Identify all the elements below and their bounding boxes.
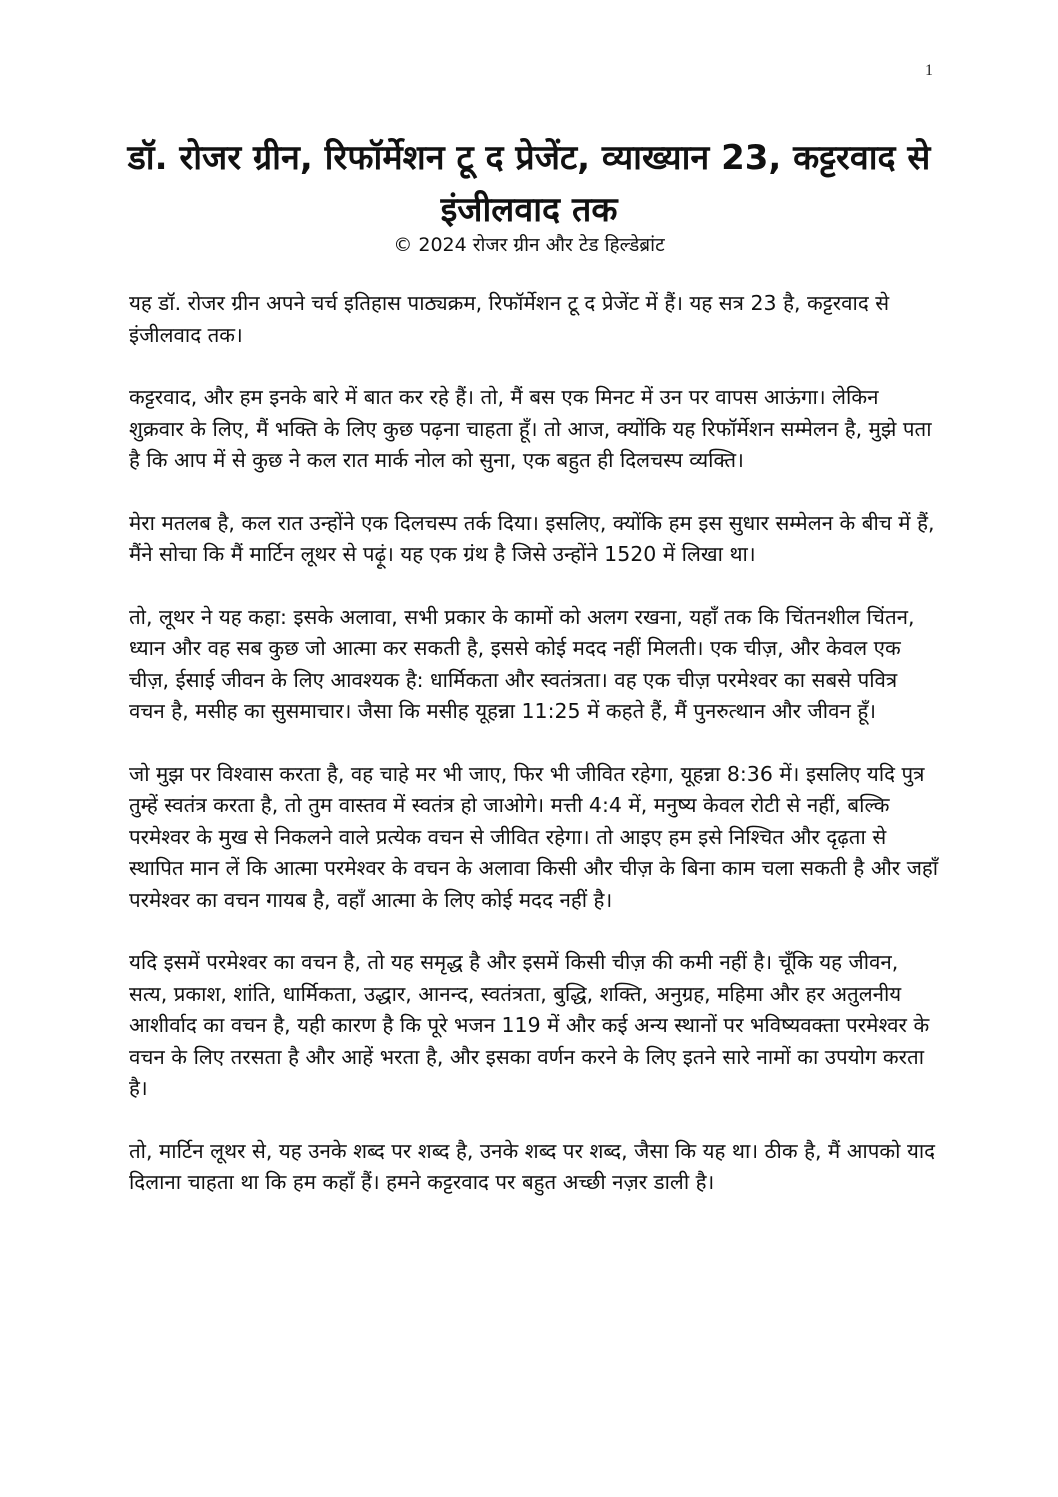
paragraph-4: तो, लूथर ने यह कहा: इसके अलावा, सभी प्रकार के कामों को अलग रखना, यहाँ तक कि चिंतनशील चिंतन, ध्यान और वह सब कुछ जो आत्मा कर सकती है, इससे कोई मदद नहीं मिलती। एक चीज़, और केवल एक चीज़, ईसाई जीवन के लिए आवश्यक है: धार्मिकता और स्वतंत्रता। वह एक चीज़ परमेश्वर का सबसे पवित्र वचन है, मसीह का सुसमाचार। जैसा कि मसीह यूहन्ना 11:25 में कहते हैं, मैं पुनरुत्थान और जीवन हूँ।: [129, 604, 915, 723]
paragraph-3: मेरा मतलब है, कल रात उन्होंने एक दिलचस्प तर्क दिया। इसलिए, क्योंकि हम इस सुधार सम्मेलन के बीच में हैं, मैंने सोचा कि मैं मार्टिन लूथर से पढ़ूं। यह एक ग्रंथ है जिसे उन्होंने 1520 में लिखा था।: [129, 510, 935, 566]
paragraph-2: कट्टरवाद, और हम इनके बारे में बात कर रहे हैं। तो, मैं बस एक मिनट में उन पर वापस आऊंगा। लेकिन शुक्रवार के लिए, मैं भक्ति के लिए कुछ पढ़ना चाहता हूँ। तो आज, क्योंकि यह रिफॉर्मेशन सम्मेलन है, मुझे पता है कि आप में से कुछ ने कल रात मार्क नोल को सुना, एक बहुत ही दिलचस्प व्यक्ति।: [129, 385, 932, 472]
paragraph-6: यदि इसमें परमेश्वर का वचन है, तो यह समृद्ध है और इसमें किसी चीज़ की कमी नहीं है। चूँकि यह जीवन, सत्य, प्रकाश, शांति, धार्मिकता, उद्धार, आनन्द, स्वतंत्रता, बुद्धि, शक्ति, अनुग्रह, महिमा और हर अतुलनीय आशीर्वाद का वचन है, यही कारण है कि पूरे भजन 119 में और कई अन्य स्थानों पर भविष्यवक्ता परमेश्वर के वचन के लिए तरसता है और आहें भरता है, और इसका वर्णन करने के लिए इतने सारे नामों का उपयोग करता है।: [129, 950, 930, 1100]
paragraph-5: जो मुझ पर विश्वास करता है, वह चाहे मर भी जाए, फिर भी जीवित रहेगा, यूहन्ना 8:36 में। इसलिए यदि पुत्र तुम्हें स्वतंत्र करता है, तो तुम वास्तव में स्वतंत्र हो जाओगे। मत्ती 4:4 में, मनुष्य केवल रोटी से नहीं, बल्कि परमेश्वर के मुख से निकलने वाले प्रत्येक वचन से जीवित रहेगा। तो आइए हम इसे निश्चित और दृढ़ता से स्थापित मान लें कि आत्मा परमेश्वर के वचन के अलावा किसी और चीज़ के बिना काम चला सकती है और जहाँ परमेश्वर का वचन गायब है, वहाँ आत्मा के लिए कोई मदद नहीं है।: [129, 761, 939, 912]
copyright-line: © 2024 रोजर ग्रीन और टेड हिल्डेब्रांट: [393, 234, 665, 256]
paragraph-1: यह डॉ. रोजर ग्रीन अपने चर्च इतिहास पाठ्यक्रम, रिफॉर्मेशन टू द प्रेजेंट में हैं। यह सत्र 23 है, कट्टरवाद से इंजीलवाद तक।: [129, 291, 890, 347]
page-number: 1: [925, 62, 933, 79]
document-body: [129, 288, 939, 1230]
paragraph-7: तो, मार्टिन लूथर से, यह उनके शब्द पर शब्द है, उनके शब्द पर शब्द, जैसा कि यह था। ठीक है, मैं आपको याद दिलाना चाहता था कि हम कहाँ हैं। हमने कट्टरवाद पर बहुत अच्छी नज़र डाली है।: [129, 1138, 936, 1194]
document-title: डॉ. रोजर ग्रीन, रिफॉर्मेशन टू द प्रेजेंट, व्याख्यान 23, कट्टरवाद से इंजीलवाद तक: [127, 138, 931, 230]
